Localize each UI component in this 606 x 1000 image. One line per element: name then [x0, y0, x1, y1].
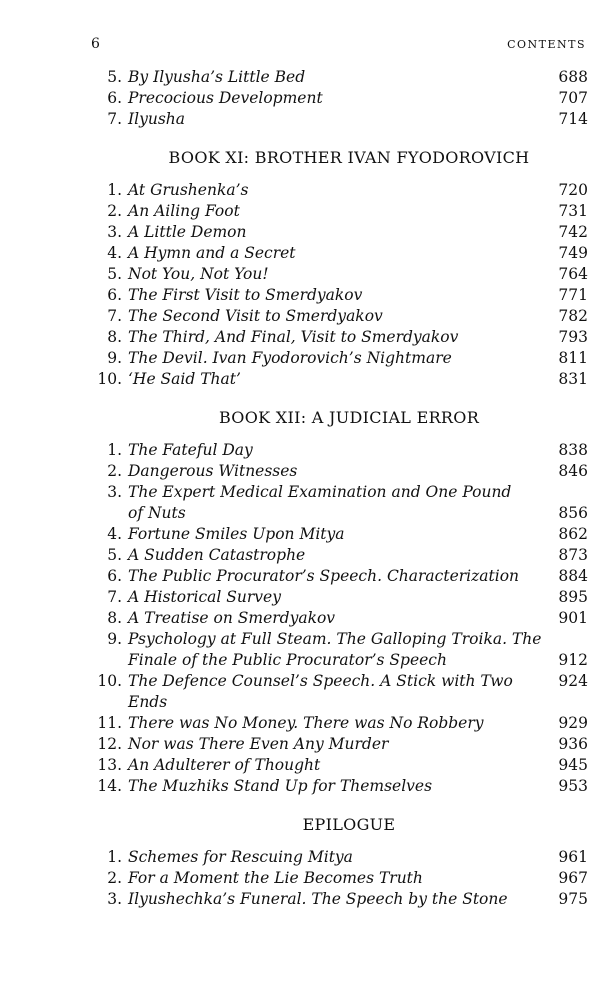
chapter-title — [128, 755, 544, 776]
toc-entry — [80, 847, 588, 868]
chapter-title — [128, 461, 544, 482]
chapter-title — [128, 369, 544, 390]
toc-entry — [80, 327, 588, 348]
chapter-number: 3. — [107, 483, 122, 501]
chapter-number: 4. — [107, 525, 122, 543]
chapter-number: 6. — [107, 286, 122, 304]
page-reference: 856 — [558, 504, 588, 522]
chapter-number: 5. — [107, 265, 122, 283]
chapter-number: 7. — [107, 307, 122, 325]
page-reference: 873 — [558, 546, 588, 564]
toc-entry — [80, 868, 588, 889]
toc-entry — [80, 566, 588, 587]
page-reference: 771 — [558, 286, 588, 304]
toc-entry — [80, 713, 588, 734]
toc-entry — [80, 243, 588, 264]
page-reference: 707 — [558, 89, 588, 107]
chapter-number: 2. — [107, 869, 122, 887]
page-reference: 895 — [558, 588, 588, 606]
toc-entry — [80, 440, 588, 461]
chapter-title — [128, 524, 544, 545]
chapter-title — [128, 671, 544, 713]
toc-entry — [80, 285, 588, 306]
chapter-title — [128, 67, 544, 88]
chapter-title-line: Nor was There Even Any Murder — [128, 735, 389, 753]
chapter-number: 7. — [107, 110, 122, 128]
chapter-title-line: An Adulterer of Thought — [128, 756, 321, 774]
chapter-title-line: The First Visit to Smerdyakov — [128, 286, 363, 304]
chapter-title — [128, 713, 544, 734]
toc-entry — [80, 776, 588, 797]
running-head: CONTENTS — [507, 38, 586, 51]
chapter-number: 14. — [97, 777, 122, 795]
chapter-title — [128, 868, 544, 889]
chapter-title-line: Ilyushechka’s Funeral. The Speech by the Stone — [128, 890, 508, 908]
chapter-title — [128, 243, 544, 264]
chapter-number: 2. — [107, 202, 122, 220]
toc-entry — [80, 461, 588, 482]
chapter-number: 5. — [107, 68, 122, 86]
toc-entry — [80, 608, 588, 629]
chapter-number: 1. — [107, 848, 122, 866]
chapter-number: 8. — [107, 609, 122, 627]
chapter-number: 12. — [97, 735, 122, 753]
toc-entry — [80, 524, 588, 545]
toc-entry — [80, 629, 588, 671]
page-reference: 714 — [558, 110, 588, 128]
page-header — [91, 36, 586, 56]
page-reference: 961 — [558, 848, 588, 866]
toc-entry — [80, 482, 588, 524]
page-reference: 953 — [558, 777, 588, 795]
chapter-title — [128, 440, 544, 461]
chapter-number: 10. — [97, 370, 122, 388]
toc-entry — [80, 671, 588, 713]
toc-entry — [80, 306, 588, 327]
chapter-title-line: Schemes for Rescuing Mitya — [128, 848, 353, 866]
chapter-title-line: The Muzhiks Stand Up for Themselves — [128, 777, 433, 795]
toc-entry — [80, 180, 588, 201]
chapter-number: 13. — [97, 756, 122, 774]
chapter-title-line: Fortune Smiles Upon Mitya — [128, 525, 345, 543]
page-reference: 884 — [558, 567, 588, 585]
chapter-title-line: An Ailing Foot — [128, 202, 240, 220]
chapter-title — [128, 109, 544, 130]
page-reference: 936 — [558, 735, 588, 753]
chapter-number: 1. — [107, 181, 122, 199]
chapter-title — [128, 608, 544, 629]
chapter-title — [128, 222, 544, 243]
page-reference: 862 — [558, 525, 588, 543]
page-reference: 793 — [558, 328, 588, 346]
chapter-title-line: There was No Money. There was No Robbery — [128, 714, 484, 732]
section-heading: EPILOGUE — [302, 815, 396, 834]
chapter-title-line: A Sudden Catastrophe — [128, 546, 306, 564]
chapter-title — [128, 776, 544, 797]
chapter-number: 4. — [107, 244, 122, 262]
chapter-title-line: Dangerous Witnesses — [128, 462, 298, 480]
page-reference: 924 — [558, 672, 588, 690]
toc-entry — [80, 348, 588, 369]
chapter-number: 2. — [107, 462, 122, 480]
toc-entry — [80, 222, 588, 243]
chapter-number: 11. — [97, 714, 122, 732]
chapter-title-line: Psychology at Full Steam. The Galloping Troika. The — [128, 630, 542, 648]
chapter-title-line: The Second Visit to Smerdyakov — [128, 307, 383, 325]
page-number: 6 — [91, 36, 100, 52]
page-reference: 945 — [558, 756, 588, 774]
chapter-title — [128, 88, 544, 109]
toc-entry — [80, 587, 588, 608]
page-reference: 720 — [558, 181, 588, 199]
chapter-title-line: The Expert Medical Examination and One Pound — [128, 483, 512, 501]
chapter-number: 9. — [107, 630, 122, 648]
chapter-title-line: Not You, Not You! — [128, 265, 269, 283]
chapter-number: 7. — [107, 588, 122, 606]
chapter-title — [128, 180, 544, 201]
table-of-contents — [80, 67, 588, 910]
page-reference: 731 — [558, 202, 588, 220]
chapter-title — [128, 545, 544, 566]
chapter-number: 5. — [107, 546, 122, 564]
toc-entry — [80, 369, 588, 390]
chapter-title — [128, 889, 544, 910]
chapter-title — [128, 306, 544, 327]
page-reference: 975 — [558, 890, 588, 908]
chapter-title-line: The Defence Counsel’s Speech. A Stick with Two Ends — [128, 672, 513, 711]
chapter-number: 9. — [107, 349, 122, 367]
toc-entry — [80, 109, 588, 130]
chapter-title — [128, 264, 544, 285]
chapter-title-line: Finale of the Public Procurator’s Speech — [128, 651, 447, 669]
chapter-title-line: For a Moment the Lie Becomes Truth — [128, 869, 423, 887]
chapter-number: 3. — [107, 890, 122, 908]
page-reference: 967 — [558, 869, 588, 887]
chapter-title — [128, 482, 544, 524]
chapter-number: 8. — [107, 328, 122, 346]
page-reference: 838 — [558, 441, 588, 459]
page-reference: 846 — [558, 462, 588, 480]
section-heading: BOOK XI: BROTHER IVAN FYODOROVICH — [168, 148, 530, 167]
chapter-title — [128, 847, 544, 868]
page-reference: 749 — [558, 244, 588, 262]
toc-entry — [80, 201, 588, 222]
chapter-title-line: A Historical Survey — [128, 588, 281, 606]
toc-entry — [80, 889, 588, 910]
chapter-title — [128, 566, 544, 587]
chapter-title-line: The Public Procurator’s Speech. Characterization — [128, 567, 520, 585]
chapter-title — [128, 327, 544, 348]
chapter-number: 6. — [107, 567, 122, 585]
chapter-number: 3. — [107, 223, 122, 241]
chapter-title — [128, 348, 544, 369]
chapter-title-line: ‘He Said That’ — [128, 370, 241, 388]
chapter-title-line: The Third, And Final, Visit to Smerdyakov — [128, 328, 459, 346]
chapter-title — [128, 201, 544, 222]
chapter-title-line: A Treatise on Smerdyakov — [128, 609, 336, 627]
chapter-title-line: Precocious Development — [128, 89, 323, 107]
chapter-number: 10. — [97, 672, 122, 690]
chapter-title — [128, 285, 544, 306]
chapter-title — [128, 587, 544, 608]
chapter-title-line: The Fateful Day — [128, 441, 253, 459]
page-reference: 831 — [558, 370, 588, 388]
page-reference: 901 — [558, 609, 588, 627]
chapter-title-line: By Ilyusha’s Little Bed — [128, 68, 306, 86]
chapter-title — [128, 734, 544, 755]
page-reference: 782 — [558, 307, 588, 325]
page-reference: 811 — [558, 349, 588, 367]
chapter-title-line: Ilyusha — [128, 110, 185, 128]
chapter-title-line: At Grushenka’s — [128, 181, 249, 199]
chapter-title-line: The Devil. Ivan Fyodorovich’s Nightmare — [128, 349, 452, 367]
chapter-title-line: A Hymn and a Secret — [128, 244, 296, 262]
chapter-number: 6. — [107, 89, 122, 107]
toc-entry — [80, 545, 588, 566]
chapter-title — [128, 629, 544, 671]
toc-entry — [80, 734, 588, 755]
chapter-title-line: A Little Demon — [128, 223, 247, 241]
section-heading: BOOK XII: A JUDICIAL ERROR — [218, 408, 480, 427]
toc-entry — [80, 88, 588, 109]
toc-entry — [80, 67, 588, 88]
page-reference: 929 — [558, 714, 588, 732]
toc-entry — [80, 755, 588, 776]
page-reference: 688 — [558, 68, 588, 86]
toc-entry — [80, 264, 588, 285]
chapter-number: 1. — [107, 441, 122, 459]
chapter-title-line: of Nuts — [128, 504, 186, 522]
page-reference: 742 — [558, 223, 588, 241]
page-reference: 912 — [558, 651, 588, 669]
page-reference: 764 — [558, 265, 588, 283]
